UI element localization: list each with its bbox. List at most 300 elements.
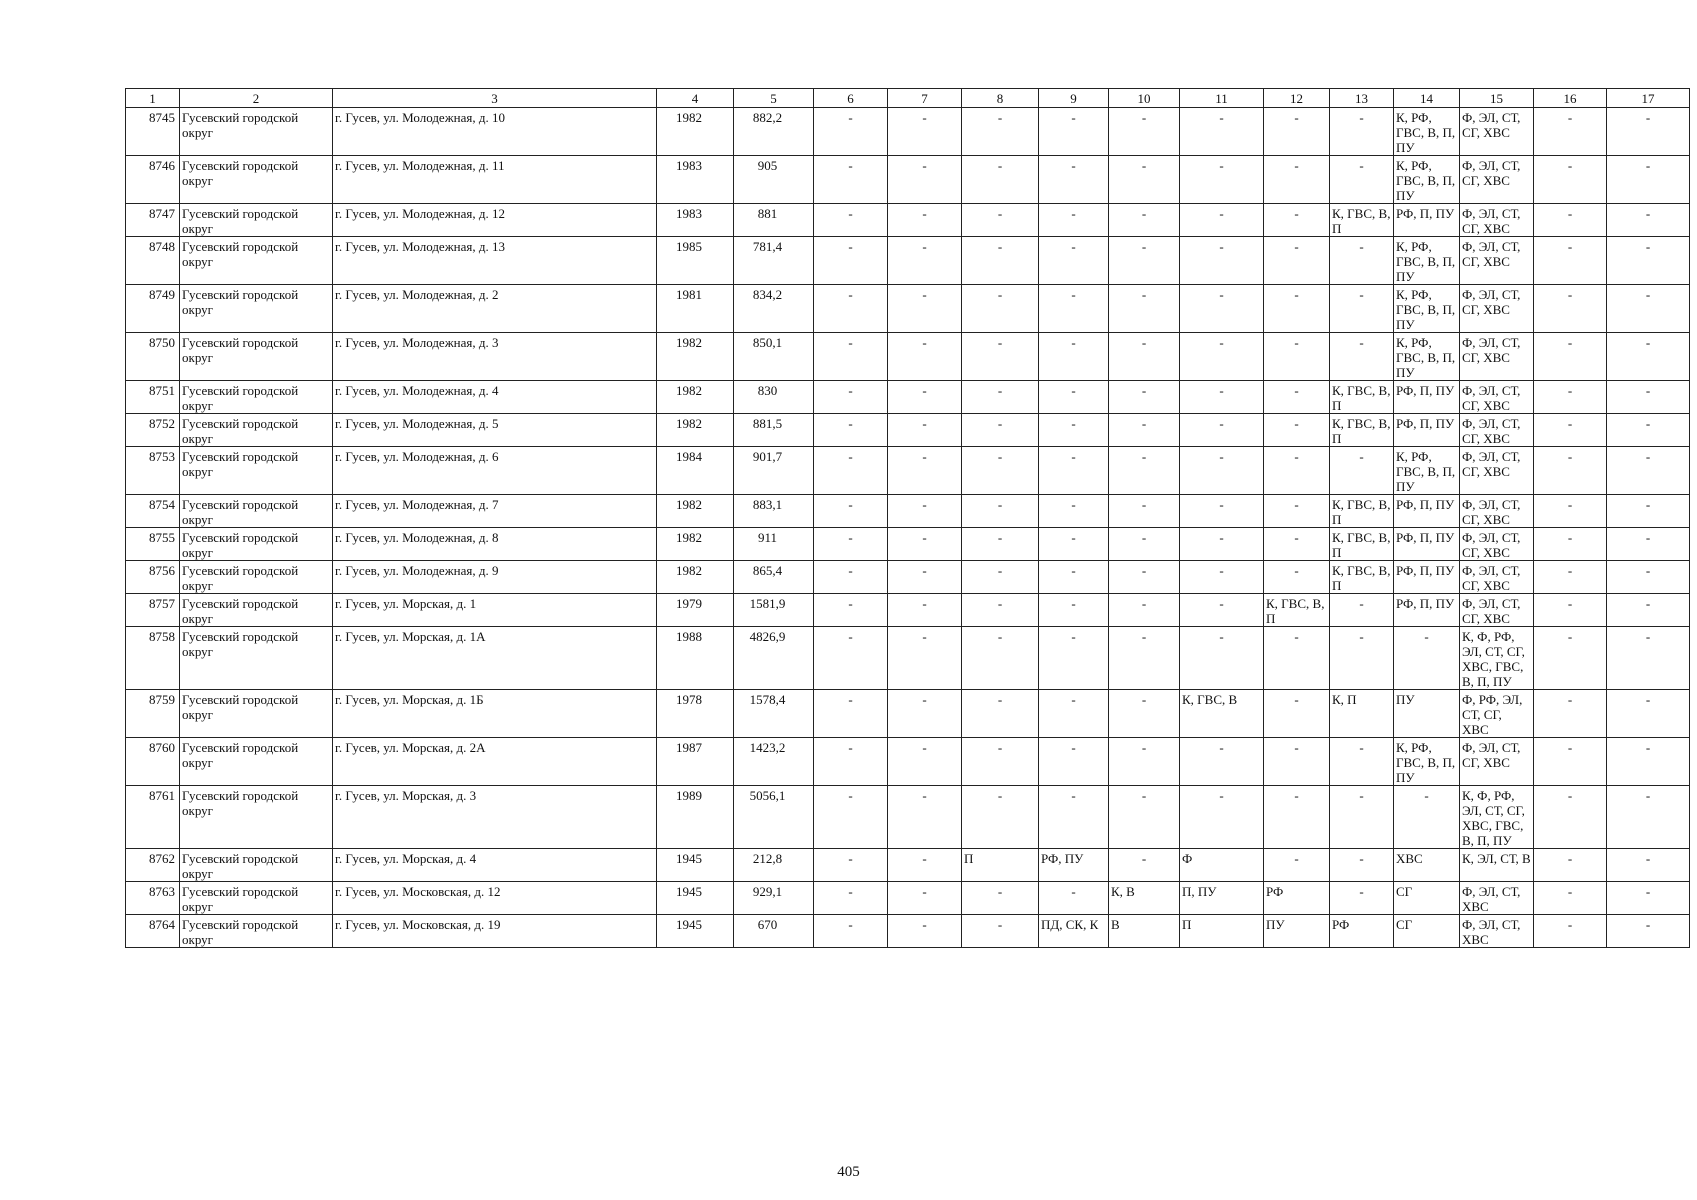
table-cell-col-14: РФ, П, ПУ: [1394, 528, 1460, 561]
table-cell-col-16: -: [1534, 447, 1607, 495]
table-cell-col-15: Ф, ЭЛ, СТ, СГ, ХВС: [1460, 528, 1534, 561]
table-body: [126, 108, 1690, 948]
table-cell-col-2: Гусевский городской округ: [180, 414, 333, 447]
table-cell-col-15: К, Ф, РФ, ЭЛ, СТ, СГ, ХВС, ГВС, В, П, ПУ: [1460, 627, 1534, 690]
table-cell-col-6: -: [814, 915, 888, 948]
table-cell-col-11: К, ГВС, В: [1180, 690, 1264, 738]
table-cell-col-9: ПД, СК, К: [1039, 915, 1109, 948]
table-cell-col-7: -: [888, 738, 962, 786]
table-cell-col-4: 1989: [657, 786, 734, 849]
table-cell-col-17: -: [1607, 915, 1690, 948]
table-cell-col-12: -: [1264, 627, 1330, 690]
table-cell-col-3: г. Гусев, ул. Молодежная, д. 13: [333, 237, 657, 285]
table-cell-col-1: 8764: [126, 915, 180, 948]
table-cell-col-15: Ф, ЭЛ, СТ, СГ, ХВС: [1460, 285, 1534, 333]
table-cell-col-1: 8752: [126, 414, 180, 447]
table-row: [126, 690, 1690, 738]
table-cell-col-3: г. Гусев, ул. Морская, д. 1Б: [333, 690, 657, 738]
table-cell-col-13: -: [1330, 285, 1394, 333]
table-cell-col-4: 1982: [657, 108, 734, 156]
table-cell-col-6: -: [814, 738, 888, 786]
table-cell-col-13: -: [1330, 333, 1394, 381]
table-cell-col-1: 8761: [126, 786, 180, 849]
column-header-10: 10: [1109, 89, 1180, 108]
table-row: [126, 849, 1690, 882]
table-cell-col-1: 8762: [126, 849, 180, 882]
table-cell-col-16: -: [1534, 156, 1607, 204]
table-cell-col-12: -: [1264, 333, 1330, 381]
table-cell-col-5: 881: [734, 204, 814, 237]
table-cell-col-9: -: [1039, 627, 1109, 690]
table-cell-col-13: РФ: [1330, 915, 1394, 948]
table-cell-col-7: -: [888, 627, 962, 690]
table-cell-col-16: -: [1534, 495, 1607, 528]
table-cell-col-10: -: [1109, 627, 1180, 690]
table-cell-col-14: К, РФ, ГВС, В, П, ПУ: [1394, 237, 1460, 285]
table-cell-col-8: -: [962, 414, 1039, 447]
table-cell-col-16: -: [1534, 627, 1607, 690]
table-cell-col-15: Ф, ЭЛ, СТ, СГ, ХВС: [1460, 156, 1534, 204]
table-cell-col-3: г. Гусев, ул. Молодежная, д. 5: [333, 414, 657, 447]
table-cell-col-8: -: [962, 447, 1039, 495]
page-number: 405: [837, 1164, 860, 1180]
column-header-13: 13: [1330, 89, 1394, 108]
table-cell-col-15: К, Ф, РФ, ЭЛ, СТ, СГ, ХВС, ГВС, В, П, ПУ: [1460, 786, 1534, 849]
table-cell-col-11: -: [1180, 561, 1264, 594]
table-cell-col-12: -: [1264, 414, 1330, 447]
table-cell-col-2: Гусевский городской округ: [180, 738, 333, 786]
table-cell-col-2: Гусевский городской округ: [180, 381, 333, 414]
table-cell-col-1: 8749: [126, 285, 180, 333]
table-cell-col-16: -: [1534, 594, 1607, 627]
table-cell-col-6: -: [814, 495, 888, 528]
table-cell-col-5: 1581,9: [734, 594, 814, 627]
table-cell-col-14: СГ: [1394, 915, 1460, 948]
table-cell-col-3: г. Гусев, ул. Молодежная, д. 10: [333, 108, 657, 156]
table-cell-col-16: -: [1534, 528, 1607, 561]
table-cell-col-14: РФ, П, ПУ: [1394, 561, 1460, 594]
table-cell-col-11: -: [1180, 495, 1264, 528]
table-cell-col-11: -: [1180, 156, 1264, 204]
column-header-2: 2: [180, 89, 333, 108]
table-cell-col-16: -: [1534, 237, 1607, 285]
column-header-4: 4: [657, 89, 734, 108]
table-cell-col-15: Ф, РФ, ЭЛ, СТ, СГ, ХВС: [1460, 690, 1534, 738]
table-cell-col-15: Ф, ЭЛ, СТ, СГ, ХВС: [1460, 381, 1534, 414]
table-cell-col-14: ХВС: [1394, 849, 1460, 882]
table-row: [126, 915, 1690, 948]
table-cell-col-8: -: [962, 528, 1039, 561]
table-cell-col-14: ПУ: [1394, 690, 1460, 738]
table-cell-col-2: Гусевский городской округ: [180, 528, 333, 561]
table-cell-col-12: -: [1264, 108, 1330, 156]
table-cell-col-5: 905: [734, 156, 814, 204]
table-cell-col-13: -: [1330, 108, 1394, 156]
table-row: [126, 381, 1690, 414]
table-cell-col-16: -: [1534, 882, 1607, 915]
column-header-15: 15: [1460, 89, 1534, 108]
table-cell-col-15: Ф, ЭЛ, СТ, СГ, ХВС: [1460, 237, 1534, 285]
table-cell-col-6: -: [814, 156, 888, 204]
table-cell-col-9: -: [1039, 285, 1109, 333]
table-cell-col-16: -: [1534, 108, 1607, 156]
table-cell-col-6: -: [814, 447, 888, 495]
table-cell-col-13: К, ГВС, В, П: [1330, 381, 1394, 414]
table-cell-col-13: -: [1330, 627, 1394, 690]
table-cell-col-6: -: [814, 414, 888, 447]
table-cell-col-2: Гусевский городской округ: [180, 447, 333, 495]
table-cell-col-6: -: [814, 528, 888, 561]
table-cell-col-5: 834,2: [734, 285, 814, 333]
table-row: [126, 594, 1690, 627]
table-cell-col-16: -: [1534, 915, 1607, 948]
table-cell-col-6: -: [814, 627, 888, 690]
table-row: [126, 447, 1690, 495]
table-cell-col-10: -: [1109, 738, 1180, 786]
table-cell-col-3: г. Гусев, ул. Молодежная, д. 9: [333, 561, 657, 594]
table-cell-col-14: -: [1394, 627, 1460, 690]
table-cell-col-7: -: [888, 786, 962, 849]
table-cell-col-7: -: [888, 528, 962, 561]
table-cell-col-9: -: [1039, 333, 1109, 381]
table-cell-col-12: -: [1264, 237, 1330, 285]
table-cell-col-5: 929,1: [734, 882, 814, 915]
table-cell-col-7: -: [888, 156, 962, 204]
table-cell-col-15: Ф, ЭЛ, СТ, СГ, ХВС: [1460, 414, 1534, 447]
table-cell-col-3: г. Гусев, ул. Молодежная, д. 2: [333, 285, 657, 333]
table-cell-col-10: -: [1109, 204, 1180, 237]
table-cell-col-17: -: [1607, 204, 1690, 237]
table-cell-col-10: -: [1109, 333, 1180, 381]
table-cell-col-12: -: [1264, 285, 1330, 333]
table-cell-col-6: -: [814, 786, 888, 849]
table-cell-col-8: -: [962, 156, 1039, 204]
table-cell-col-10: -: [1109, 237, 1180, 285]
table-cell-col-3: г. Гусев, ул. Молодежная, д. 3: [333, 333, 657, 381]
table-cell-col-5: 4826,9: [734, 627, 814, 690]
table-cell-col-16: -: [1534, 333, 1607, 381]
table-cell-col-12: РФ: [1264, 882, 1330, 915]
table-cell-col-1: 8746: [126, 156, 180, 204]
table-cell-col-17: -: [1607, 414, 1690, 447]
table-cell-col-17: -: [1607, 156, 1690, 204]
table-cell-col-11: -: [1180, 447, 1264, 495]
table-cell-col-4: 1982: [657, 495, 734, 528]
table-cell-col-10: -: [1109, 528, 1180, 561]
table-cell-col-17: -: [1607, 495, 1690, 528]
table-cell-col-17: -: [1607, 594, 1690, 627]
table-cell-col-16: -: [1534, 786, 1607, 849]
table-row: [126, 108, 1690, 156]
table-cell-col-8: -: [962, 495, 1039, 528]
table-cell-col-4: 1982: [657, 381, 734, 414]
table-cell-col-5: 911: [734, 528, 814, 561]
table-cell-col-4: 1983: [657, 156, 734, 204]
table-cell-col-1: 8753: [126, 447, 180, 495]
table-row: [126, 285, 1690, 333]
table-cell-col-7: -: [888, 414, 962, 447]
table-cell-col-2: Гусевский городской округ: [180, 561, 333, 594]
table-cell-col-13: -: [1330, 594, 1394, 627]
column-header-9: 9: [1039, 89, 1109, 108]
table-row: [126, 627, 1690, 690]
table-cell-col-3: г. Гусев, ул. Молодежная, д. 4: [333, 381, 657, 414]
table-cell-col-11: П, ПУ: [1180, 882, 1264, 915]
table-cell-col-5: 865,4: [734, 561, 814, 594]
table-cell-col-9: -: [1039, 786, 1109, 849]
table-cell-col-9: -: [1039, 690, 1109, 738]
table-cell-col-10: -: [1109, 381, 1180, 414]
column-header-1: 1: [126, 89, 180, 108]
table-cell-col-17: -: [1607, 528, 1690, 561]
table-cell-col-15: Ф, ЭЛ, СТ, СГ, ХВС: [1460, 204, 1534, 237]
table-cell-col-10: -: [1109, 849, 1180, 882]
table-cell-col-1: 8745: [126, 108, 180, 156]
table-row: [126, 495, 1690, 528]
table-cell-col-6: -: [814, 849, 888, 882]
table-cell-col-7: -: [888, 594, 962, 627]
table-cell-col-15: К, ЭЛ, СТ, В: [1460, 849, 1534, 882]
table-cell-col-16: -: [1534, 414, 1607, 447]
table-cell-col-4: 1988: [657, 627, 734, 690]
table-cell-col-14: СГ: [1394, 882, 1460, 915]
table-cell-col-10: -: [1109, 414, 1180, 447]
table-cell-col-6: -: [814, 285, 888, 333]
table-cell-col-11: -: [1180, 738, 1264, 786]
table-cell-col-9: -: [1039, 561, 1109, 594]
table-cell-col-13: К, ГВС, В, П: [1330, 561, 1394, 594]
table-cell-col-1: 8751: [126, 381, 180, 414]
table-cell-col-8: -: [962, 594, 1039, 627]
table-cell-col-11: -: [1180, 594, 1264, 627]
table-cell-col-15: Ф, ЭЛ, СТ, ХВС: [1460, 882, 1534, 915]
table-cell-col-8: -: [962, 333, 1039, 381]
table-cell-col-6: -: [814, 594, 888, 627]
table-cell-col-17: -: [1607, 690, 1690, 738]
table-cell-col-2: Гусевский городской округ: [180, 237, 333, 285]
table-cell-col-6: -: [814, 237, 888, 285]
table-cell-col-13: -: [1330, 447, 1394, 495]
table-cell-col-11: -: [1180, 237, 1264, 285]
table-cell-col-17: -: [1607, 285, 1690, 333]
table-cell-col-3: г. Гусев, ул. Московская, д. 19: [333, 915, 657, 948]
table-cell-col-5: 212,8: [734, 849, 814, 882]
table-cell-col-2: Гусевский городской округ: [180, 627, 333, 690]
table-cell-col-2: Гусевский городской округ: [180, 849, 333, 882]
table-cell-col-1: 8750: [126, 333, 180, 381]
table-cell-col-11: -: [1180, 381, 1264, 414]
table-cell-col-14: К, РФ, ГВС, В, П, ПУ: [1394, 333, 1460, 381]
column-header-6: 6: [814, 89, 888, 108]
table-cell-col-7: -: [888, 882, 962, 915]
table-cell-col-5: 882,2: [734, 108, 814, 156]
column-number-header-row: [126, 89, 1690, 108]
table-cell-col-4: 1945: [657, 849, 734, 882]
table-row: [126, 738, 1690, 786]
table-cell-col-11: -: [1180, 204, 1264, 237]
table-cell-col-3: г. Гусев, ул. Морская, д. 1: [333, 594, 657, 627]
register-table-container: [125, 88, 1669, 948]
table-cell-col-7: -: [888, 237, 962, 285]
column-header-8: 8: [962, 89, 1039, 108]
table-cell-col-3: г. Гусев, ул. Молодежная, д. 7: [333, 495, 657, 528]
table-cell-col-6: -: [814, 333, 888, 381]
table-cell-col-1: 8759: [126, 690, 180, 738]
table-cell-col-3: г. Гусев, ул. Морская, д. 2А: [333, 738, 657, 786]
table-cell-col-14: РФ, П, ПУ: [1394, 594, 1460, 627]
table-cell-col-8: -: [962, 285, 1039, 333]
table-cell-col-7: -: [888, 915, 962, 948]
table-cell-col-8: -: [962, 627, 1039, 690]
table-cell-col-7: -: [888, 285, 962, 333]
table-row: [126, 786, 1690, 849]
table-cell-col-15: Ф, ЭЛ, СТ, СГ, ХВС: [1460, 108, 1534, 156]
table-cell-col-17: -: [1607, 882, 1690, 915]
table-cell-col-15: Ф, ЭЛ, СТ, СГ, ХВС: [1460, 333, 1534, 381]
table-cell-col-6: -: [814, 108, 888, 156]
table-cell-col-16: -: [1534, 204, 1607, 237]
table-cell-col-9: -: [1039, 237, 1109, 285]
table-cell-col-5: 881,5: [734, 414, 814, 447]
table-cell-col-1: 8756: [126, 561, 180, 594]
table-cell-col-11: Ф: [1180, 849, 1264, 882]
table-cell-col-10: -: [1109, 594, 1180, 627]
table-row: [126, 333, 1690, 381]
table-cell-col-17: -: [1607, 447, 1690, 495]
table-cell-col-16: -: [1534, 561, 1607, 594]
table-cell-col-10: -: [1109, 285, 1180, 333]
table-cell-col-17: -: [1607, 108, 1690, 156]
table-cell-col-8: -: [962, 108, 1039, 156]
table-cell-col-9: -: [1039, 204, 1109, 237]
table-cell-col-8: П: [962, 849, 1039, 882]
table-cell-col-10: -: [1109, 108, 1180, 156]
table-cell-col-13: К, П: [1330, 690, 1394, 738]
table-cell-col-3: г. Гусев, ул. Морская, д. 3: [333, 786, 657, 849]
table-row: [126, 882, 1690, 915]
table-cell-col-4: 1983: [657, 204, 734, 237]
table-cell-col-6: -: [814, 381, 888, 414]
table-cell-col-4: 1978: [657, 690, 734, 738]
table-cell-col-7: -: [888, 495, 962, 528]
table-cell-col-14: К, РФ, ГВС, В, П, ПУ: [1394, 285, 1460, 333]
table-cell-col-11: -: [1180, 528, 1264, 561]
table-cell-col-7: -: [888, 447, 962, 495]
table-cell-col-16: -: [1534, 381, 1607, 414]
table-cell-col-4: 1945: [657, 882, 734, 915]
table-cell-col-14: К, РФ, ГВС, В, П, ПУ: [1394, 447, 1460, 495]
table-cell-col-1: 8757: [126, 594, 180, 627]
table-cell-col-16: -: [1534, 849, 1607, 882]
table-cell-col-9: -: [1039, 156, 1109, 204]
table-cell-col-14: РФ, П, ПУ: [1394, 381, 1460, 414]
table-cell-col-12: -: [1264, 690, 1330, 738]
table-cell-col-2: Гусевский городской округ: [180, 690, 333, 738]
table-cell-col-15: Ф, ЭЛ, СТ, СГ, ХВС: [1460, 594, 1534, 627]
table-cell-col-4: 1987: [657, 738, 734, 786]
table-cell-col-10: -: [1109, 156, 1180, 204]
table-cell-col-10: В: [1109, 915, 1180, 948]
table-cell-col-4: 1985: [657, 237, 734, 285]
table-cell-col-14: РФ, П, ПУ: [1394, 414, 1460, 447]
column-header-7: 7: [888, 89, 962, 108]
table-cell-col-13: К, ГВС, В, П: [1330, 414, 1394, 447]
table-cell-col-4: 1984: [657, 447, 734, 495]
table-cell-col-14: РФ, П, ПУ: [1394, 495, 1460, 528]
table-cell-col-9: -: [1039, 738, 1109, 786]
table-cell-col-1: 8754: [126, 495, 180, 528]
table-cell-col-11: П: [1180, 915, 1264, 948]
table-cell-col-12: -: [1264, 156, 1330, 204]
table-cell-col-12: -: [1264, 447, 1330, 495]
table-cell-col-12: К, ГВС, В, П: [1264, 594, 1330, 627]
table-cell-col-12: -: [1264, 495, 1330, 528]
table-cell-col-2: Гусевский городской округ: [180, 786, 333, 849]
table-cell-col-3: г. Гусев, ул. Морская, д. 1А: [333, 627, 657, 690]
table-cell-col-7: -: [888, 204, 962, 237]
table-cell-col-17: -: [1607, 381, 1690, 414]
table-cell-col-1: 8763: [126, 882, 180, 915]
table-cell-col-4: 1981: [657, 285, 734, 333]
table-cell-col-5: 1578,4: [734, 690, 814, 738]
table-cell-col-6: -: [814, 561, 888, 594]
table-cell-col-9: -: [1039, 414, 1109, 447]
column-header-3: 3: [333, 89, 657, 108]
table-cell-col-5: 670: [734, 915, 814, 948]
table-cell-col-15: Ф, ЭЛ, СТ, СГ, ХВС: [1460, 447, 1534, 495]
table-cell-col-8: -: [962, 882, 1039, 915]
table-cell-col-9: -: [1039, 594, 1109, 627]
table-cell-col-7: -: [888, 690, 962, 738]
table-cell-col-6: -: [814, 882, 888, 915]
table-cell-col-13: -: [1330, 786, 1394, 849]
table-cell-col-8: -: [962, 915, 1039, 948]
table-cell-col-1: 8748: [126, 237, 180, 285]
table-cell-col-5: 883,1: [734, 495, 814, 528]
column-header-14: 14: [1394, 89, 1460, 108]
table-cell-col-3: г. Гусев, ул. Молодежная, д. 8: [333, 528, 657, 561]
table-cell-col-3: г. Гусев, ул. Московская, д. 12: [333, 882, 657, 915]
table-cell-col-10: -: [1109, 786, 1180, 849]
table-cell-col-10: К, В: [1109, 882, 1180, 915]
table-cell-col-14: -: [1394, 786, 1460, 849]
table-cell-col-12: -: [1264, 204, 1330, 237]
table-cell-col-5: 1423,2: [734, 738, 814, 786]
table-cell-col-3: г. Гусев, ул. Молодежная, д. 6: [333, 447, 657, 495]
table-cell-col-14: РФ, П, ПУ: [1394, 204, 1460, 237]
table-row: [126, 237, 1690, 285]
table-cell-col-8: -: [962, 738, 1039, 786]
table-cell-col-11: -: [1180, 285, 1264, 333]
table-cell-col-10: -: [1109, 447, 1180, 495]
table-cell-col-17: -: [1607, 627, 1690, 690]
table-cell-col-1: 8758: [126, 627, 180, 690]
table-cell-col-2: Гусевский городской округ: [180, 285, 333, 333]
table-cell-col-4: 1982: [657, 414, 734, 447]
table-cell-col-2: Гусевский городской округ: [180, 333, 333, 381]
table-cell-col-7: -: [888, 849, 962, 882]
table-cell-col-11: -: [1180, 786, 1264, 849]
table-cell-col-10: -: [1109, 690, 1180, 738]
table-cell-col-12: -: [1264, 849, 1330, 882]
table-cell-col-16: -: [1534, 738, 1607, 786]
column-header-16: 16: [1534, 89, 1607, 108]
table-cell-col-8: -: [962, 204, 1039, 237]
table-cell-col-13: К, ГВС, В, П: [1330, 528, 1394, 561]
table-cell-col-11: -: [1180, 108, 1264, 156]
table-cell-col-13: -: [1330, 738, 1394, 786]
table-cell-col-17: -: [1607, 738, 1690, 786]
